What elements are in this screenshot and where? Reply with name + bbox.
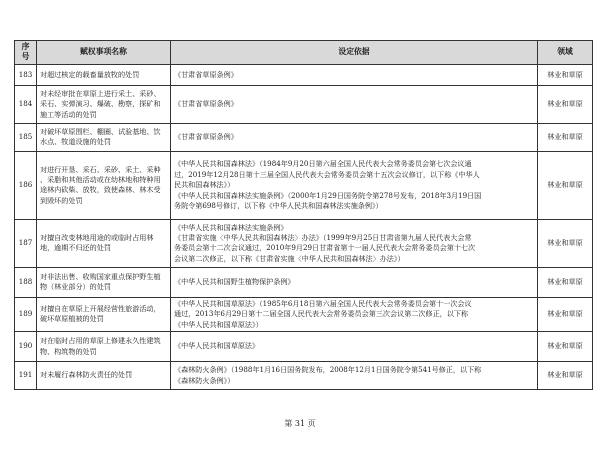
row-legal-basis xyxy=(171,151,538,219)
table-row xyxy=(15,64,593,85)
legal-basis-line: 《甘肃省草原条例》 xyxy=(174,132,238,142)
item-name-line: 对非法出售、收购国家重点保护野生植 xyxy=(40,271,161,281)
table-row xyxy=(15,297,593,331)
row-legal-basis xyxy=(171,219,538,267)
row-legal-basis xyxy=(171,267,538,297)
row-serial-number: 185 xyxy=(15,123,37,151)
legal-basis-line: 《森林防火条例》） xyxy=(174,375,235,385)
legal-basis-line: 通过，2013年6月29日第十二届全国人民代表大会常务委员会第三次会议第二次修正，以下称 xyxy=(174,309,469,319)
item-name-line: 途林内砍柴、放牧，致使森林、林木受 xyxy=(40,185,161,195)
legal-basis-line: 《中华人民共和国野生植物保护条例》 xyxy=(174,277,295,287)
legal-basis-line: 《甘肃省草原条例》 xyxy=(174,69,238,79)
table-header-row xyxy=(15,41,593,65)
authority-table xyxy=(14,40,593,390)
item-name-line: 施工等活动的处罚 xyxy=(40,109,97,119)
row-domain: 林业和草原 xyxy=(538,219,593,267)
table-row xyxy=(15,151,593,219)
header-legal-basis: 设定依据 xyxy=(171,41,538,65)
row-domain: 林业和草原 xyxy=(538,151,593,219)
row-serial-number: 186 xyxy=(15,151,37,219)
item-name-line: 对进行开垦、采石、采砂、采土、采种 xyxy=(40,164,161,174)
table-row xyxy=(15,267,593,297)
row-legal-basis xyxy=(171,64,538,85)
header-serial-number: 序号 xyxy=(15,41,37,65)
item-name-line: 地，逾期不归还的处罚 xyxy=(40,243,111,253)
item-name-line: 物（林业部分）的处罚 xyxy=(40,282,111,292)
header-domain: 领域 xyxy=(538,41,593,65)
item-name-line: 对在临时占用的草原上修建永久性建筑 xyxy=(40,336,161,346)
row-serial-number: 190 xyxy=(15,332,37,362)
row-item-name xyxy=(37,85,171,123)
page-number: 第 31 页 xyxy=(284,419,316,428)
legal-basis-line: 《中华人民共和国森林法实施条例》 xyxy=(174,222,288,232)
row-serial-number: 189 xyxy=(15,297,37,331)
row-serial-number: 183 xyxy=(15,64,37,85)
row-domain: 林业和草原 xyxy=(538,297,593,331)
item-name-line: 对未经审批在草原上进行采土、采砂、 xyxy=(40,88,161,98)
item-name-line: 、采脂和其他活动或在幼林地和特种用 xyxy=(40,174,161,184)
row-item-name xyxy=(37,151,171,219)
item-name-line: 水点、牧道设施的处罚 xyxy=(40,137,111,147)
row-item-name xyxy=(37,64,171,85)
legal-basis-line: 《森林防火条例》（1988年1月16日国务院发布，2008年12月1日国务院令第541号修正，以下称 xyxy=(174,365,482,375)
item-name-line: 破坏草原植被的处罚 xyxy=(40,314,104,324)
row-item-name xyxy=(37,123,171,151)
row-legal-basis xyxy=(171,332,538,362)
item-name-line: 到毁坏的处罚 xyxy=(40,195,83,205)
row-item-name xyxy=(37,297,171,331)
row-domain: 林业和草原 xyxy=(538,64,593,85)
legal-basis-line: 《甘肃省实施〈中华人民共和国森林法〉办法》（1999年9月25日甘肃省第九届人民代表大会常 xyxy=(174,232,472,242)
row-item-name xyxy=(37,332,171,362)
row-serial-number: 184 xyxy=(15,85,37,123)
legal-basis-line: 务院令第698号修订，以下称《中华人民共和国森林法实施条例》） xyxy=(174,200,383,210)
row-item-name xyxy=(37,362,171,390)
row-domain: 林业和草原 xyxy=(538,362,593,390)
table-row xyxy=(15,362,593,390)
legal-basis-line: 《甘肃省草原条例》 xyxy=(174,99,238,109)
legal-basis-line: 务委员会第十二次会议通过，2010年9月29日甘肃省第十一届人民代表大会常务委员会第十七次 xyxy=(174,243,476,253)
row-domain: 林业和草原 xyxy=(538,123,593,151)
item-name-line: 对擅自改变林地用途的或临时占用林 xyxy=(40,232,154,242)
header-item-name: 赋权事项名称 xyxy=(37,41,171,65)
row-serial-number: 188 xyxy=(15,267,37,297)
item-name-line: 对破坏草原围栏、棚圈、试验基地、饮 xyxy=(40,126,161,136)
row-serial-number: 191 xyxy=(15,362,37,390)
legal-basis-line: 会议第二次修正，以下称《甘肃省实施〈中华人民共和国森林法〉办法》） xyxy=(174,253,405,263)
table-row xyxy=(15,123,593,151)
row-legal-basis xyxy=(171,297,538,331)
row-legal-basis xyxy=(171,85,538,123)
row-domain: 林业和草原 xyxy=(538,85,593,123)
row-legal-basis xyxy=(171,123,538,151)
row-domain: 林业和草原 xyxy=(538,267,593,297)
item-name-line: 对超过核定的载畜量放牧的处罚 xyxy=(40,69,140,79)
legal-basis-line: 《中华人民共和国森林法》（1984年9月20日第六届全国人民代表大会常务委员会第七次会议通 xyxy=(174,159,472,169)
row-domain: 林业和草原 xyxy=(538,332,593,362)
legal-basis-line: 《中华人民共和国草原法》 xyxy=(174,341,260,351)
legal-basis-line: 民共和国森林法》） xyxy=(174,180,235,190)
item-name-line: 对未履行森林防火责任的处罚 xyxy=(40,370,133,380)
legal-basis-line: 过，2019年12月28日第十三届全国人民代表大会常务委员会第十五次会议修订，以下称《中华人 xyxy=(174,169,480,179)
row-item-name xyxy=(37,219,171,267)
item-name-line: 物、构筑物的处罚 xyxy=(40,346,97,356)
row-item-name xyxy=(37,267,171,297)
table-row xyxy=(15,219,593,267)
legal-basis-line: 《中华人民共和国草原法》（1985年6月18日第六届全国人民代表大会常务委员会第十一次会议 xyxy=(174,298,472,308)
item-name-line: 对擅自在草原上开展经营性旅游活动， xyxy=(40,304,161,314)
row-serial-number: 187 xyxy=(15,219,37,267)
legal-basis-line: 《中华人民共和国草原法》） xyxy=(174,319,263,329)
item-name-line: 采石、实弹演习、爆破、勘察，探矿和 xyxy=(40,99,161,109)
legal-basis-line: 《中华人民共和国森林法实施条例》（2000年1月29日国务院令第278号发布，2018年3月19日国 xyxy=(174,190,482,200)
authority-table-container xyxy=(14,40,592,390)
table-row xyxy=(15,332,593,362)
row-legal-basis xyxy=(171,362,538,390)
table-row xyxy=(15,85,593,123)
